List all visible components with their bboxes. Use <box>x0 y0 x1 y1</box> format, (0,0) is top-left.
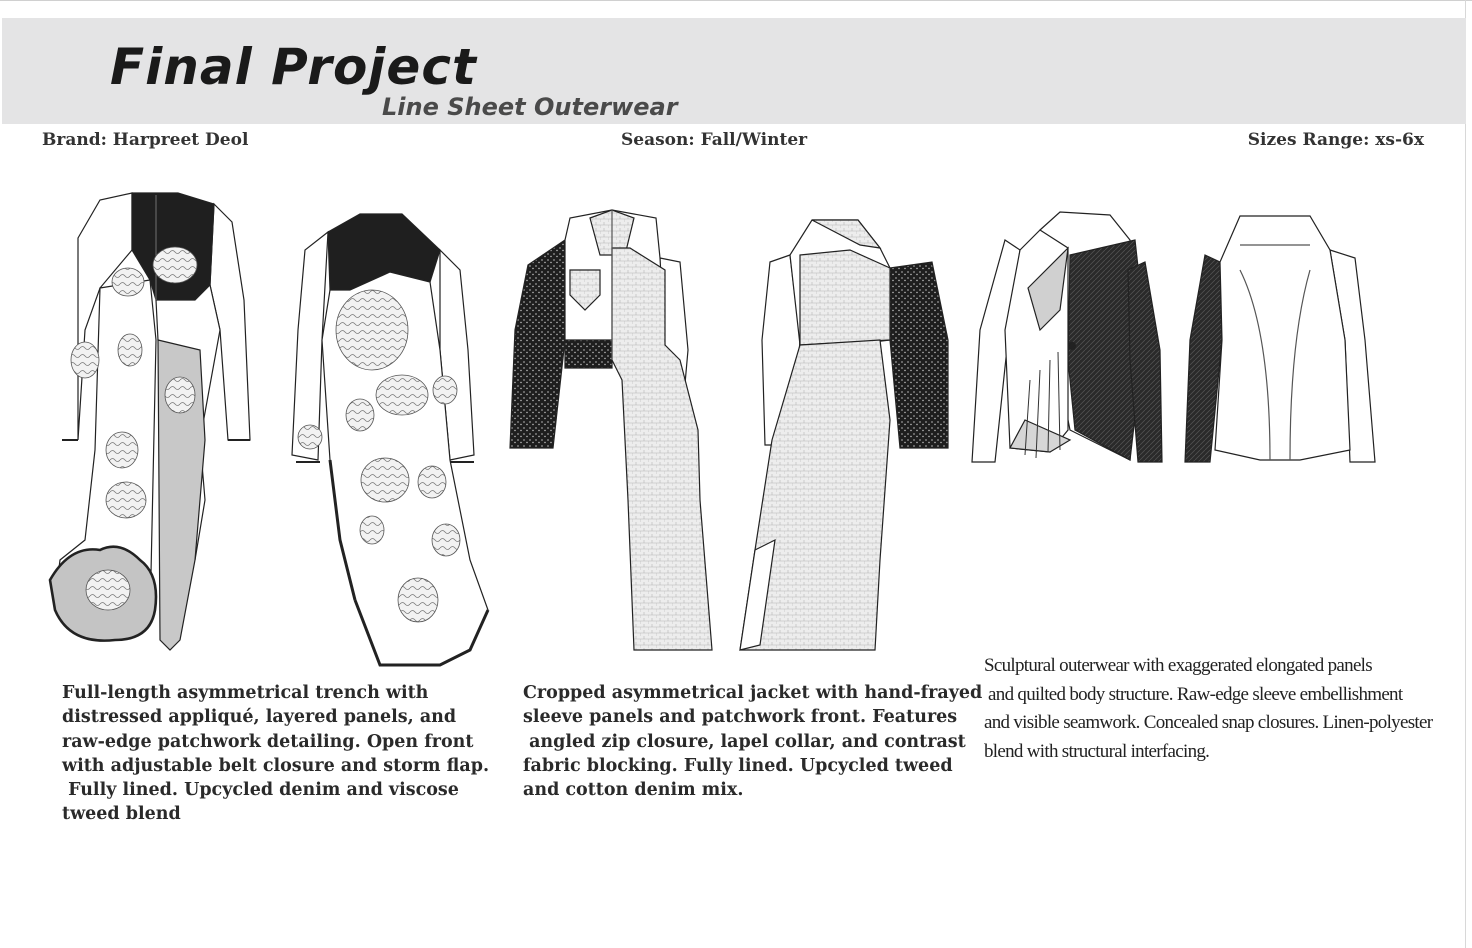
look-3-description <box>984 652 1444 766</box>
page-subtitle: Line Sheet Outerwear <box>382 93 678 121</box>
page-title: Final Project <box>110 38 477 96</box>
look-1-desc-line: tweed blend <box>62 804 181 825</box>
look-2-desc-line: angled zip closure, lapel collar, and contrast <box>523 731 966 752</box>
look-3-desc-line: blend with structural interfacing. <box>984 740 1210 762</box>
look-2-desc-line: Cropped asymmetrical jacket with hand-frayed <box>523 683 983 703</box>
season-label: Season: Fall/Winter <box>621 130 808 150</box>
cropped-jacket-front-sketch <box>510 210 712 650</box>
look-1-desc-line: Full-length asymmetrical trench with <box>62 683 429 703</box>
trench-back-sketch <box>292 214 488 665</box>
look-2-description <box>523 681 983 802</box>
look-1-desc-line: raw-edge patchwork detailing. Open front <box>62 731 474 752</box>
look-1-description <box>62 681 490 827</box>
look-1-desc-line: with adjustable belt closure and storm flap. <box>62 755 490 776</box>
cropped-jacket-back-sketch <box>740 220 948 650</box>
look-2-desc-line: fabric blocking. Fully lined. Upcycled tweed <box>523 755 953 776</box>
brand-label: Brand: Harpreet Deol <box>42 130 249 150</box>
sculptural-jacket-front-sketch <box>972 212 1162 462</box>
look-2-desc-line: and cotton denim mix. <box>523 780 744 801</box>
trench-front-sketch <box>50 193 250 650</box>
sculptural-jacket-back-sketch <box>1185 216 1375 462</box>
sizes-range-label: Sizes Range: xs-6x <box>1247 130 1424 150</box>
look-3-desc-line: and quilted body structure. Raw-edge sleeve embellishment <box>984 683 1403 705</box>
look-3-desc-line: and visible seamwork. Concealed snap closures. Linen-polyester <box>984 712 1433 733</box>
look-3-desc-line: Sculptural outerwear with exaggerated elongated panels <box>984 655 1372 676</box>
look-1-desc-line: distressed appliqué, layered panels, and <box>62 707 457 728</box>
look-2-desc-line: sleeve panels and patchwork front. Features <box>523 707 958 728</box>
look-1-desc-line: Fully lined. Upcycled denim and viscose <box>62 780 459 801</box>
